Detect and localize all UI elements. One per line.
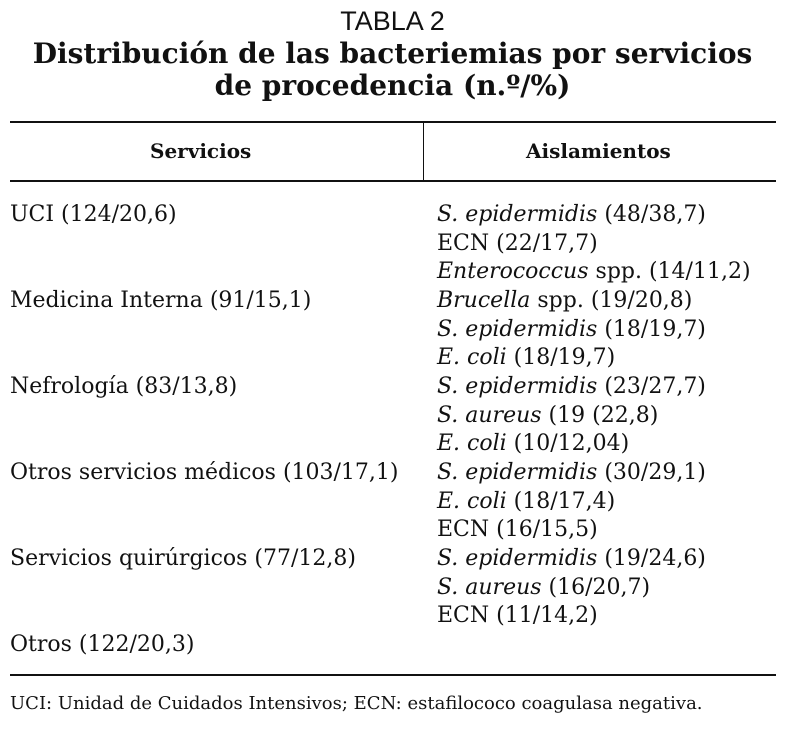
service-cell: Medicina Interna (91/15,1) (10, 288, 312, 313)
service-cell: Servicios quirúrgicos (77/12,8) (10, 546, 356, 571)
service-cell: Otros servicios médicos (103/17,1) (10, 460, 399, 485)
top-rule (10, 121, 776, 123)
isolate-line (437, 316, 706, 345)
organism-name: S. aureus (437, 402, 542, 428)
table-title (0, 38, 785, 102)
isolate-count: (10/12,04) (506, 431, 630, 457)
isolate-count: spp. (19/20,8) (530, 288, 693, 313)
footnote: UCI: Unidad de Cuidados Intensivos; ECN: estafilococo coagulasa negativa. (10, 693, 703, 714)
isolate-line (437, 258, 751, 287)
isolate-line (437, 201, 751, 230)
isolate-count: (30/29,1) (597, 460, 706, 485)
isolate-line (437, 516, 706, 545)
isolate-count: ECN (22/17,7) (437, 230, 598, 256)
isolate-line (437, 459, 706, 488)
isolate-count: (16/20,7) (541, 574, 651, 600)
isolates-cell (437, 545, 706, 631)
isolates-cell (437, 287, 706, 373)
title-line-2: de procedencia (n.º/%) (214, 69, 571, 102)
isolate-count: ECN (11/14,2) (437, 603, 598, 629)
header-rule (10, 180, 776, 182)
isolates-cell (437, 459, 706, 545)
organism-name: E. coli (437, 488, 507, 514)
organism-name: Brucella (437, 288, 531, 313)
isolate-line (437, 402, 706, 431)
organism-name: S. epidermidis (437, 316, 598, 342)
service-cell: Otros (122/20,3) (10, 632, 195, 657)
isolate-line (437, 574, 706, 603)
isolate-count: (19 (22,8) (541, 402, 659, 428)
title-line-1: Distribución de las bacteriemias por servicios (32, 37, 753, 70)
organism-name: S. aureus (437, 574, 542, 600)
isolate-line (437, 602, 706, 631)
isolates-cell (437, 201, 751, 287)
isolate-count: ECN (16/15,5) (437, 517, 598, 543)
isolate-count: spp. (14/11,2) (588, 259, 751, 285)
isolate-line (437, 344, 706, 373)
header-isolates: Aislamientos (526, 139, 671, 163)
isolate-count: (18/19,7) (597, 316, 706, 342)
isolate-line (437, 545, 706, 574)
service-cell: UCI (124/20,6) (10, 202, 177, 227)
table-label: TABLA 2 (340, 6, 445, 36)
bottom-rule (10, 674, 776, 676)
organism-name: E. coli (437, 345, 507, 371)
isolate-count: (18/17,4) (506, 488, 616, 514)
isolate-line (437, 230, 751, 259)
isolate-line (437, 287, 706, 316)
organism-name: S. epidermidis (437, 374, 598, 399)
organism-name: S. epidermidis (437, 546, 598, 571)
organism-name: S. epidermidis (437, 202, 598, 227)
service-cell: Nefrología (83/13,8) (10, 374, 238, 399)
isolate-count: (19/24,6) (597, 546, 706, 571)
organism-name: S. epidermidis (437, 460, 598, 485)
isolate-count: (23/27,7) (597, 374, 706, 399)
isolate-line (437, 488, 706, 517)
isolate-count: (18/19,7) (506, 345, 616, 371)
isolate-line (437, 373, 706, 402)
header-services: Servicios (150, 139, 252, 163)
organism-name: E. coli (437, 431, 507, 457)
header-divider (423, 122, 424, 181)
isolate-count: (48/38,7) (597, 202, 706, 227)
organism-name: Enterococcus (437, 259, 589, 285)
isolates-cell (437, 373, 706, 459)
isolate-line (437, 430, 706, 459)
